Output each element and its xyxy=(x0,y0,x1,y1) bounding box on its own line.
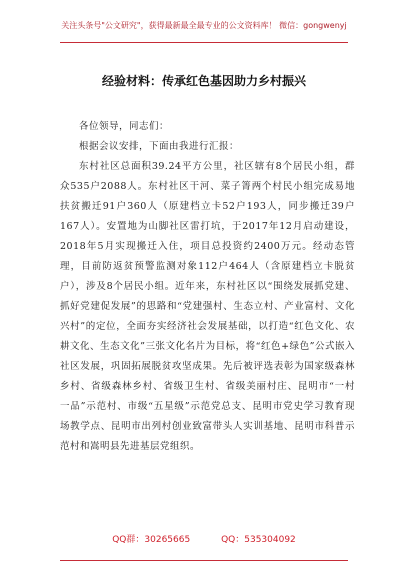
header-banner-text: 关注头条号"公文研究"，获得最新最全最专业的公文资料库！ 微信：gongwenyj xyxy=(61,21,347,30)
footer-qq-group: QQ群：30265665 xyxy=(112,535,191,545)
footer-divider xyxy=(60,560,348,561)
paragraph-intro: 根据会议安排，下面由我进行汇报： xyxy=(79,141,240,152)
page-header xyxy=(0,0,408,62)
greeting: 各位领导，同志们： xyxy=(79,121,170,132)
header-divider xyxy=(60,42,348,43)
footer-qq: QQ：535304092 xyxy=(221,535,296,545)
document-body xyxy=(60,117,355,457)
document-title: 经验材料：传承红色基因助力乡村振兴 xyxy=(101,74,306,88)
page-footer xyxy=(0,532,408,545)
paragraph-main: 东村社区总面积39.24平方公里，社区辖有8个居民小组，群众535户2088人。东村社区干河、菜子箐两个村民小组完成易地扶贫搬迁91户360人（原建档立卡52户193人，同步搬迁39户167人）。安置地为山脚社区雷打坑，于2017年12月启动建设，2018年5月实现搬迁入住，项目总投资约2400万元。经动态管理，目前防返贫预警监测对象112户464人（含原建档立卡脱贫户），涉及8个居民小组。近年来，东村社区以“围绕发展抓党建、抓好党建促发展”的思路和“党建强村、生态立村、产业富村、文化兴村”的定位，全面夯实经济社会发展基础，以打造“红色文化、农耕文化、生态文化”三张文化名片为目标，将“红色+绿色”公式嵌入社区发展，巩固拓展脱贫攻坚成果。先后被评选表彰为国家级森林乡村、省级森林乡村、省级卫生村、省级美丽村庄、昆明市“一村一品”示范村、市级“五星级”示范党总支、昆明市党史学习教育现场教学点、昆明市出列村创业致富带头人实训基地、昆明市科普示范村和嵩明县先进基层党组织。 xyxy=(60,161,355,452)
